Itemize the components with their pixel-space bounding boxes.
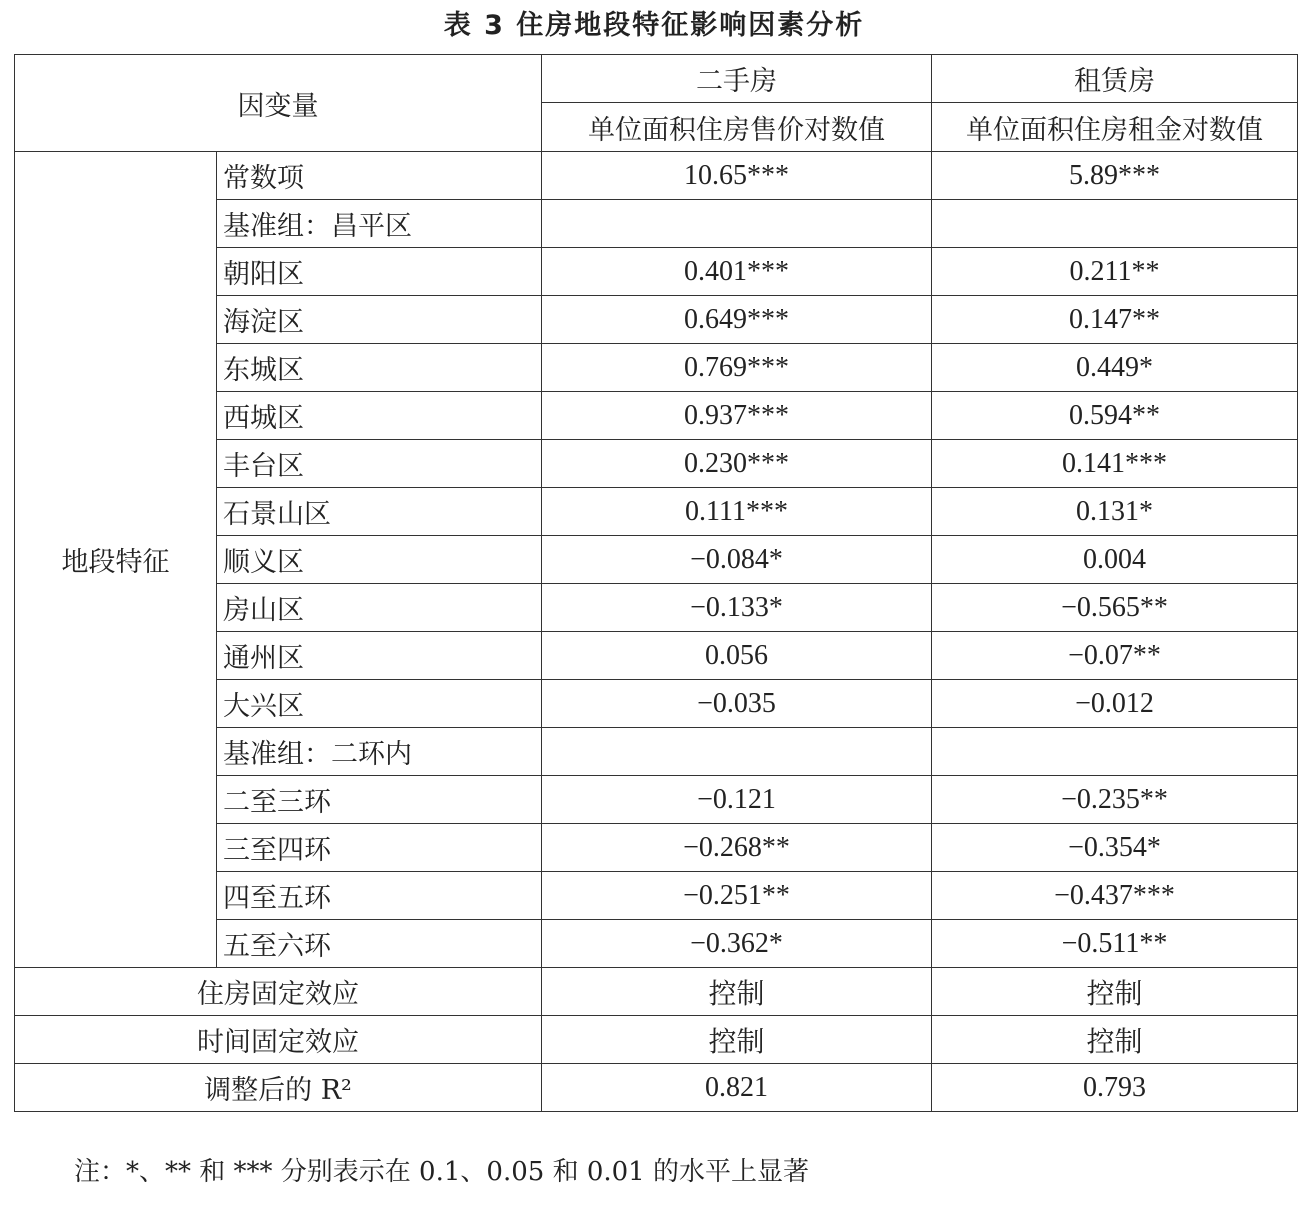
footer-rental-value: 0.793 (932, 1064, 1298, 1112)
coef-second-hand: 0.056 (542, 632, 932, 680)
coef-rental: −0.565** (932, 584, 1298, 632)
footer-row (15, 1016, 1298, 1064)
variable-name: 大兴区 (217, 680, 542, 728)
coef-second-hand: −0.362* (542, 920, 932, 968)
coef-second-hand: −0.035 (542, 680, 932, 728)
coef-rental: −0.354* (932, 824, 1298, 872)
coef-second-hand: −0.121 (542, 776, 932, 824)
coef-rental: −0.012 (932, 680, 1298, 728)
regression-table (14, 54, 1298, 1112)
variable-name: 二至三环 (217, 776, 542, 824)
variable-name: 基准组：二环内 (217, 728, 542, 776)
variable-name: 顺义区 (217, 536, 542, 584)
coef-second-hand: 0.649*** (542, 296, 932, 344)
coef-second-hand: −0.251** (542, 872, 932, 920)
table-row (15, 152, 1298, 200)
table-title: 表 3 住房地段特征影响因素分析 (443, 10, 865, 41)
location-feature-group-label: 地段特征 (15, 152, 217, 968)
coef-second-hand: 0.230*** (542, 440, 932, 488)
coef-second-hand: −0.133* (542, 584, 932, 632)
footer-label: 时间固定效应 (15, 1016, 542, 1064)
coef-rental: 0.449* (932, 344, 1298, 392)
variable-name: 海淀区 (217, 296, 542, 344)
table-body (15, 55, 1298, 1112)
header-row-top (15, 55, 1298, 103)
table-note: 注：*、** 和 *** 分别表示在 0.1、0.05 和 0.01 的水平上显著 (74, 1157, 809, 1187)
footer-second-hand-value: 控制 (542, 968, 932, 1016)
rental-header: 租赁房 (932, 55, 1298, 103)
coef-rental (932, 200, 1298, 248)
coef-second-hand: 0.111*** (542, 488, 932, 536)
coef-rental: −0.235** (932, 776, 1298, 824)
variable-name: 常数项 (217, 152, 542, 200)
footer-label: 住房固定效应 (15, 968, 542, 1016)
coef-rental: 0.131* (932, 488, 1298, 536)
footer-second-hand-value: 0.821 (542, 1064, 932, 1112)
coef-second-hand: 10.65*** (542, 152, 932, 200)
footer-second-hand-value: 控制 (542, 1016, 932, 1064)
footer-rental-value: 控制 (932, 1016, 1298, 1064)
coef-rental (932, 728, 1298, 776)
footer-rental-value: 控制 (932, 968, 1298, 1016)
variable-name: 朝阳区 (217, 248, 542, 296)
dependent-variable-header: 因变量 (15, 55, 542, 152)
second-hand-header: 二手房 (542, 55, 932, 103)
variable-name: 房山区 (217, 584, 542, 632)
coef-rental: 0.211** (932, 248, 1298, 296)
footer-row (15, 1064, 1298, 1112)
coef-second-hand: −0.268** (542, 824, 932, 872)
coef-rental: 0.594** (932, 392, 1298, 440)
rent-log-subheader: 单位面积住房租金对数值 (932, 103, 1298, 152)
coef-rental: 0.141*** (932, 440, 1298, 488)
coef-rental: −0.437*** (932, 872, 1298, 920)
coef-rental: 0.004 (932, 536, 1298, 584)
variable-name: 通州区 (217, 632, 542, 680)
variable-name: 西城区 (217, 392, 542, 440)
variable-name: 丰台区 (217, 440, 542, 488)
coef-second-hand: 0.401*** (542, 248, 932, 296)
coef-second-hand (542, 200, 932, 248)
coef-rental: 0.147** (932, 296, 1298, 344)
variable-name: 基准组：昌平区 (217, 200, 542, 248)
variable-name: 三至四环 (217, 824, 542, 872)
coef-rental: 5.89*** (932, 152, 1298, 200)
coef-rental: −0.07** (932, 632, 1298, 680)
footer-row (15, 968, 1298, 1016)
coef-second-hand: 0.769*** (542, 344, 932, 392)
variable-name: 五至六环 (217, 920, 542, 968)
variable-name: 石景山区 (217, 488, 542, 536)
coef-second-hand (542, 728, 932, 776)
variable-name: 四至五环 (217, 872, 542, 920)
coef-second-hand: −0.084* (542, 536, 932, 584)
variable-name: 东城区 (217, 344, 542, 392)
price-log-subheader: 单位面积住房售价对数值 (542, 103, 932, 152)
footer-label: 调整后的 R² (15, 1064, 542, 1112)
coef-second-hand: 0.937*** (542, 392, 932, 440)
coef-rental: −0.511** (932, 920, 1298, 968)
